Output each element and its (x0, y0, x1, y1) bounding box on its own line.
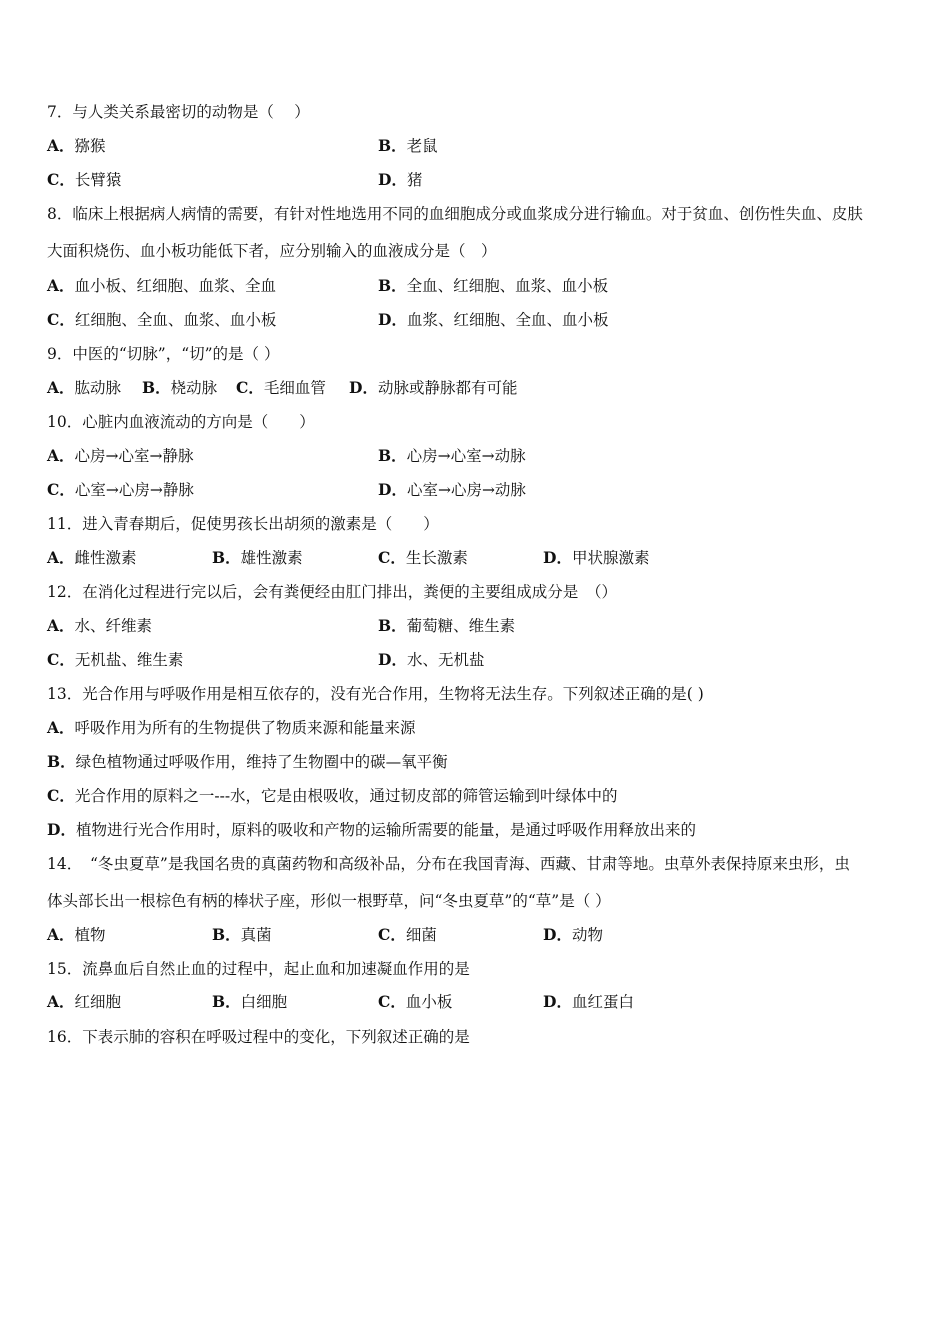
q11-option-d (543, 548, 649, 568)
q13-option-c (47, 786, 618, 806)
option-text: 绿色植物通过呼吸作用，维持了生物圈中的碳—氧平衡 (75, 753, 448, 771)
option-text: 心房→心室→静脉 (74, 447, 194, 465)
q9-option-b (142, 378, 217, 398)
option-label: C． (47, 170, 75, 189)
option-text: 心室→心房→动脉 (406, 481, 526, 499)
question-8-stem-line-1: 8．临床上根据病人病情的需要，有针对性地选用不同的血细胞成分或血浆成分进行输血。对于贫血、创伤性失血、皮肤 (47, 205, 863, 223)
option-label: D． (543, 548, 572, 567)
option-label: C． (378, 925, 406, 944)
q8-option-a (47, 276, 276, 296)
q10-option-c (47, 480, 194, 500)
q7-option-a (47, 136, 106, 156)
option-text: 葡萄糖、维生素 (406, 617, 516, 635)
option-label: B． (378, 616, 407, 635)
option-label: B． (212, 992, 241, 1011)
option-label: B． (378, 276, 407, 295)
option-text: 水、纤维素 (74, 617, 153, 635)
question-10-stem: 10．心脏内血液流动的方向是（ ） (47, 413, 315, 431)
q14-option-d (543, 925, 603, 945)
q9-option-a (47, 378, 121, 398)
q12-option-a (47, 616, 152, 636)
option-label: A． (47, 378, 75, 397)
option-text: 血红蛋白 (571, 993, 634, 1011)
option-text: 植物进行光合作用时，原料的吸收和产物的运输所需要的能量，是通过呼吸作用释放出来的 (75, 821, 696, 839)
option-label: B． (212, 925, 241, 944)
q10-option-b (378, 446, 526, 466)
q8-option-b (378, 276, 608, 296)
option-label: B． (212, 548, 241, 567)
question-8-stem-line-2: 大面积烧伤、血小板功能低下者，应分别输入的血液成分是（ ） (47, 242, 497, 260)
option-text: 生长激素 (405, 549, 468, 567)
option-label: A． (47, 276, 75, 295)
q8-option-c (47, 310, 276, 330)
option-text: 细菌 (405, 926, 437, 944)
option-text: 猪 (406, 171, 423, 189)
option-text: 全血、红细胞、血浆、血小板 (406, 277, 609, 295)
q7-option-c (47, 170, 121, 190)
option-label: C． (47, 786, 75, 805)
option-label: D． (47, 820, 76, 839)
option-label: D． (349, 378, 378, 397)
option-text: 心房→心室→动脉 (406, 447, 526, 465)
option-text: 肱动脉 (74, 379, 122, 397)
q7-option-b (378, 136, 438, 156)
q15-option-a (47, 992, 121, 1012)
question-14-stem-line-1: 14． “冬虫夏草”是我国名贵的真菌药物和高级补品，分布在我国青海、西藏、甘肃等地。虫草外表保持原来虫形，虫 (47, 855, 850, 873)
option-label: B． (142, 378, 171, 397)
question-15-stem: 15．流鼻血后自然止血的过程中，起止血和加速凝血作用的是 (47, 960, 470, 978)
q15-option-c (378, 992, 452, 1012)
q11-option-c (378, 548, 468, 568)
option-text: 白细胞 (240, 993, 288, 1011)
option-text: 血浆、红细胞、全血、血小板 (406, 311, 609, 329)
option-label: A． (47, 136, 75, 155)
option-label: B． (47, 752, 76, 771)
option-text: 真菌 (240, 926, 272, 944)
option-text: 心室→心房→静脉 (74, 481, 194, 499)
question-14-stem-line-2: 体头部长出一根棕色有柄的棒状子座，形似一根野草，问“冬虫夏草”的“草”是（ ） (47, 892, 611, 910)
q14-option-b (212, 925, 272, 945)
question-11-stem: 11．进入青春期后，促使男孩长出胡须的激素是（ ） (47, 515, 439, 533)
option-text: 长臂猿 (74, 171, 122, 189)
option-label: A． (47, 548, 75, 567)
question-7-stem: 7．与人类关系最密切的动物是（ ） (47, 103, 310, 121)
q10-option-a (47, 446, 194, 466)
q9-option-d (349, 378, 517, 398)
q12-option-c (47, 650, 183, 670)
question-12-stem: 12．在消化过程进行完以后，会有粪便经由肛门排出，粪便的主要组成成分是 （） (47, 583, 617, 601)
question-13-stem: 13．光合作用与呼吸作用是相互依存的，没有光合作用，生物将无法生存。下列叙述正确的是( ) (47, 685, 704, 703)
option-label: C． (47, 480, 75, 499)
q11-option-a (47, 548, 137, 568)
option-text: 雌性激素 (74, 549, 137, 567)
option-label: C． (236, 378, 264, 397)
option-text: 动物 (571, 926, 603, 944)
option-text: 血小板 (405, 993, 453, 1011)
q11-option-b (212, 548, 303, 568)
q12-option-d (378, 650, 484, 670)
q12-option-b (378, 616, 515, 636)
option-label: A． (47, 992, 75, 1011)
option-text: 红细胞 (74, 993, 122, 1011)
option-text: 老鼠 (406, 137, 438, 155)
option-text: 甲状腺激素 (571, 549, 650, 567)
q13-option-b (47, 752, 448, 772)
option-label: A． (47, 925, 75, 944)
option-text: 动脉或静脉都有可能 (377, 379, 518, 397)
option-label: C． (378, 992, 406, 1011)
option-label: C． (378, 548, 406, 567)
option-label: D． (378, 480, 407, 499)
option-label: D． (543, 925, 572, 944)
option-label: C． (47, 650, 75, 669)
option-text: 血小板、红细胞、血浆、全血 (74, 277, 277, 295)
q14-option-a (47, 925, 106, 945)
option-text: 猕猴 (74, 137, 106, 155)
option-label: D． (378, 170, 407, 189)
option-label: D． (378, 310, 407, 329)
option-label: C． (47, 310, 75, 329)
q15-option-b (212, 992, 287, 1012)
option-text: 雄性激素 (240, 549, 303, 567)
option-text: 红细胞、全血、血浆、血小板 (74, 311, 277, 329)
q14-option-c (378, 925, 437, 945)
q8-option-d (378, 310, 608, 330)
option-label: A． (47, 718, 75, 737)
question-16-stem: 16．下表示肺的容积在呼吸过程中的变化，下列叙述正确的是 (47, 1028, 470, 1046)
option-label: A． (47, 616, 75, 635)
q9-option-c (236, 378, 326, 398)
q15-option-d (543, 992, 634, 1012)
option-text: 植物 (74, 926, 106, 944)
option-text: 毛细血管 (263, 379, 326, 397)
option-label: D． (543, 992, 572, 1011)
option-text: 呼吸作用为所有的生物提供了物质来源和能量来源 (74, 719, 416, 737)
question-9-stem: 9．中医的“切脉”，“切”的是（ ） (47, 345, 280, 363)
q13-option-d (47, 820, 696, 840)
q10-option-d (378, 480, 526, 500)
option-label: B． (378, 446, 407, 465)
option-text: 水、无机盐 (406, 651, 485, 669)
option-label: A． (47, 446, 75, 465)
option-text: 无机盐、维生素 (74, 651, 184, 669)
option-label: B． (378, 136, 407, 155)
q13-option-a (47, 718, 416, 738)
q7-option-d (378, 170, 422, 190)
option-text: 光合作用的原料之一---水，它是由根吸收，通过韧皮部的筛管运输到叶绿体中的 (74, 787, 618, 805)
option-text: 桡动脉 (170, 379, 218, 397)
option-label: D． (378, 650, 407, 669)
